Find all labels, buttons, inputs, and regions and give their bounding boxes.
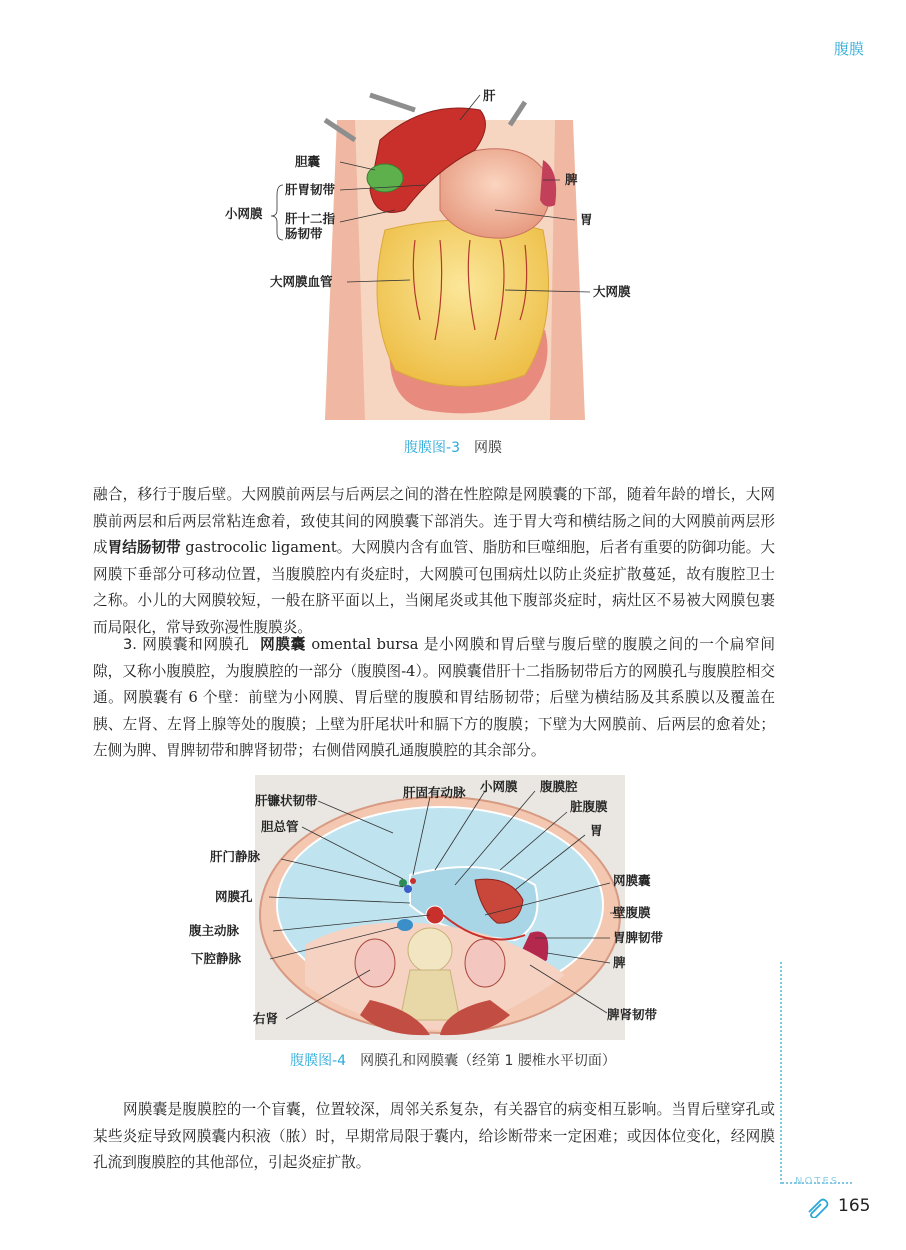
label-greater-omentum: 大网膜 xyxy=(593,284,631,299)
stomach xyxy=(440,149,550,238)
label-splenorenal: 脾肾韧带 xyxy=(607,1007,658,1022)
label-portal-vein: 肝门静脉 xyxy=(210,849,261,864)
figure3-caption xyxy=(0,437,906,457)
label-lesser-omentum-4: 小网膜 xyxy=(480,779,518,794)
hepatic-artery xyxy=(410,878,416,884)
term-omental-bursa: 网膜囊 xyxy=(260,636,306,653)
figure-omentum xyxy=(225,80,665,425)
portal-vein xyxy=(404,885,412,893)
label-spleen: 脾 xyxy=(565,172,578,187)
figure3-caption-text: 网膜 xyxy=(473,440,502,456)
label-aorta: 腹主动脉 xyxy=(189,923,240,938)
cross-section-illustration xyxy=(185,775,685,1040)
notes-label: NOTES xyxy=(795,1176,840,1187)
label-falciform: 肝镰状韧带 xyxy=(255,793,318,808)
paragraph3-text: 网膜囊是腹膜腔的一个盲囊，位置较深，周邻关系复杂，有关器官的病变相互影响。当胃后壁穿孔或某些炎症导致网膜囊内积液（脓）时，早期常局限于囊内，给诊断带来一定困难；或因体位变化，经网膜孔流到腹膜腔的其他部位，引起炎症扩散。 xyxy=(93,1101,775,1172)
label-parietal-peritoneum: 壁腹膜 xyxy=(613,905,651,920)
label-visceral-peritoneum: 脏腹膜 xyxy=(570,799,608,814)
label-hepatoduodenal-2: 肠韧带 xyxy=(285,226,323,241)
figure4-caption xyxy=(0,1050,906,1070)
label-epiploic-foramen: 网膜孔 xyxy=(215,889,253,904)
paragraph2-rest: omental bursa 是小网膜和胃后壁与腹后壁的腹膜之间的一个扁窄间隙，又称小腹膜腔，为腹膜腔的一部分（腹膜图-4）。网膜囊借肝十二指肠韧带后方的网膜孔与腹膜腔相交通。网膜囊有 6 个壁：前壁为小网膜、胃后壁的腹膜和胃结肠韧带；后壁为横结肠及其系膜以及覆盖在胰、左肾、左肾上腺等处的腹膜；上壁为肝尾状叶和膈下方的腹膜；下壁为大网膜前、后两层的愈着处；左侧为脾、胃脾韧带和脾肾韧带；右侧借网膜孔通腹膜腔的其余部分。 xyxy=(93,636,775,760)
paragraph-omental-bursa xyxy=(93,632,775,765)
label-right-kidney: 右肾 xyxy=(253,1011,279,1026)
label-gastrosplenic: 胃脾韧带 xyxy=(613,930,664,945)
paperclip-icon xyxy=(806,1196,830,1222)
omentum-illustration xyxy=(225,80,665,425)
paragraph1-rest: gastrocolic ligament。大网膜内含有血管、脂肪和巨噬细胞，后者有重要的防御功能。大网膜下垂部分可移动位置，当腹膜腔内有炎症时，大网膜可包围病灶以防止炎症扩散蔓延，故有腹腔卫士之称。小儿的大网膜较短，一般在脐平面以上，当阑尾炎或其他下腹部炎症时，病灶区不易被大网膜包裹而局限化，常导致弥漫性腹膜炎。 xyxy=(93,539,775,636)
label-hepatogastric: 肝胃韧带 xyxy=(285,182,336,197)
paragraph1-text: 融合，移行于腹后壁。大网膜前两层与后两层之间的潜在性腔隙是网膜囊的下部，随着年龄的增长，大网膜前两层和后两层常粘连愈着，致使其间的网膜囊下部消失。连于胃大弯和横结肠之间的大网膜前两层形成 xyxy=(93,486,775,557)
label-hepatoduodenal-1: 肝十二指 xyxy=(285,211,336,226)
label-spleen-4: 脾 xyxy=(613,955,626,970)
label-peritoneal-cavity: 腹膜腔 xyxy=(540,779,578,794)
label-lesser-omentum: 小网膜 xyxy=(225,206,263,221)
right-kidney xyxy=(355,939,395,987)
label-liver: 肝 xyxy=(483,88,496,103)
paragraph-bursa-clinical xyxy=(93,1097,775,1177)
label-omental-vessels: 大网膜血管 xyxy=(270,274,333,289)
notes-margin xyxy=(780,962,874,1184)
figure4-caption-number: 腹膜图-4 xyxy=(290,1053,347,1069)
figure4-caption-text: 网膜孔和网膜囊（经第 1 腰椎水平切面） xyxy=(360,1053,616,1069)
label-stomach-4: 胃 xyxy=(590,823,603,838)
term-gastrocolic: 胃结肠韧带 xyxy=(107,539,181,557)
label-omental-bursa: 网膜囊 xyxy=(613,873,651,888)
paragraph-greater-omentum xyxy=(93,482,775,642)
page-number: 165 xyxy=(838,1196,871,1216)
ivc xyxy=(397,919,413,931)
label-common-bile-duct: 胆总管 xyxy=(261,819,299,834)
figure3-caption-number: 腹膜图-3 xyxy=(404,440,460,456)
left-kidney xyxy=(465,939,505,987)
greater-omentum xyxy=(377,220,549,386)
figure-cross-section xyxy=(185,775,685,1040)
section-heading: 3. 网膜囊和网膜孔 xyxy=(123,636,250,653)
label-hepatic-artery: 肝固有动脉 xyxy=(403,785,466,800)
running-header: 腹膜 xyxy=(833,40,864,58)
vertebra xyxy=(408,928,452,972)
label-gallbladder: 胆囊 xyxy=(295,154,321,169)
label-ivc: 下腔静脉 xyxy=(191,951,242,966)
label-stomach: 胃 xyxy=(580,212,593,227)
